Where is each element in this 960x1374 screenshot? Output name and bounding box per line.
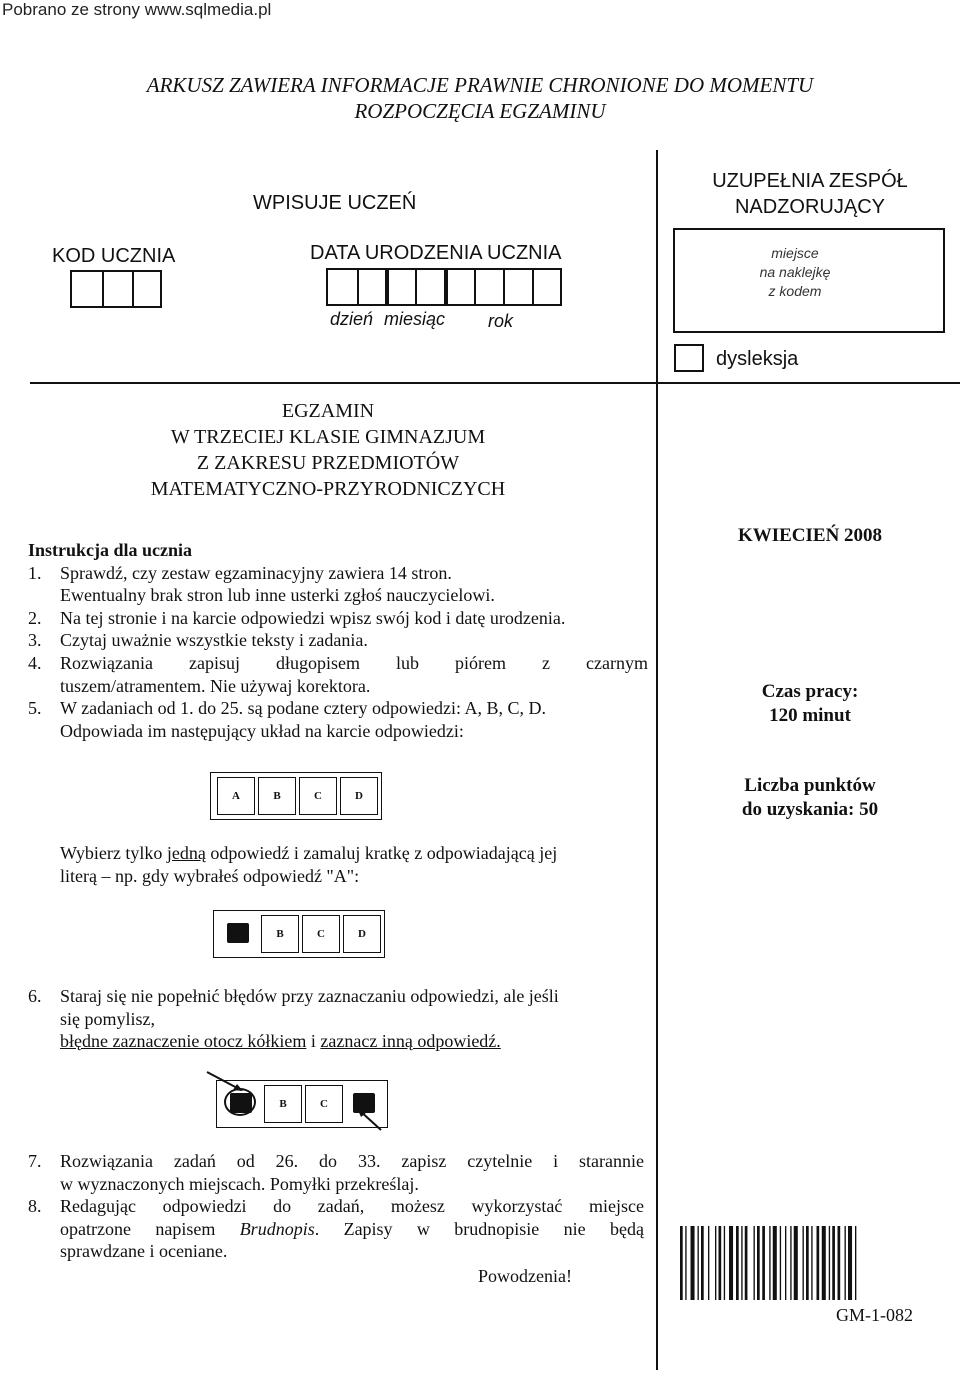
exam-date: KWIECIEŃ 2008 [737, 525, 883, 546]
instructions-7-8: 7. Rozwiązania zadań od 26. do 33. zapisz czytelnie i starannie w wyznaczonych miejscach. Pomyłki przekreślaj. 8. Redagując odpowiedzi do zadań, możesz wykorzystać miejsce opatrzone napisem Brudnopis. Zapisy w brudnopisie nie będą sprawdzane i oceniane. [28, 1151, 644, 1262]
exam-duration: Czas pracy: 120 minut [761, 681, 859, 726]
dob-label: DATA URODZENIA UCZNIA [310, 242, 562, 264]
confidentiality-notice: ARKUSZ ZAWIERA INFORMACJE PRAWNIE CHRONIONE DO MOMENTU ROZPOCZĘCIA EGZAMINU [146, 73, 814, 123]
answer-box-c: C [299, 777, 337, 815]
answer-box-a-circled [223, 1085, 261, 1123]
month-label: miesiąc [384, 309, 446, 329]
year-label: rok [488, 311, 514, 331]
answer-box-c: C [302, 915, 340, 953]
good-luck: Powodzenia! [478, 1266, 572, 1286]
answer-box-a: A [217, 777, 255, 815]
vertical-divider [656, 150, 658, 1370]
dyslexia-label: dysleksja [716, 348, 799, 370]
choose-one-instruction: Wybierz tylko jedną odpowiedź i zamaluj kratkę z odpowiadającą jej literą – np. gdy wybrałeś odpowiedź "A": [60, 843, 558, 886]
dob-boxes[interactable] [326, 268, 562, 306]
day-label: dzień [330, 309, 374, 329]
exam-code: GM-1-082 [836, 1305, 913, 1325]
sticker-area: miejsce na naklejkę z kodem [673, 228, 945, 333]
source-watermark: Pobrano ze strony www.sqlmedia.pl [2, 0, 272, 19]
answer-box-b: B [261, 915, 299, 953]
max-points: Liczba punktów do uzyskania: 50 [741, 775, 879, 820]
instruction-6: 6. Staraj się nie popełnić błędów przy zaznaczaniu odpowiedzi, ale jeśli się pomylisz, błędne zaznaczenie otocz kółkiem i zaznacz inną odpowiedź. [28, 986, 559, 1052]
student-code-label: KOD UCZNIA [52, 245, 176, 267]
answer-box-a-filled [220, 915, 258, 953]
committee-section-header: UZUPEŁNIA ZESPÓŁ NADZORUJĄCY [712, 170, 908, 218]
dyslexia-checkbox[interactable] [674, 344, 704, 372]
answer-box-d: D [343, 915, 381, 953]
answer-box-b: B [264, 1085, 302, 1123]
instructions: Instrukcja dla ucznia 1. Sprawdź, czy zestaw egzaminacyjny zawiera 14 stron. Ewentualny brak stron lub inne usterki zgłoś nauczycielowi. 2. Na tej stronie i na karcie odpowiedzi wpisz swój kod i datę urodzenia. 3. Czytaj uważnie wszystkie teksty i zadania. 4. Rozwiązania zapisuj długopisem lub piórem z czarnym tuszem/atramentem. Nie używaj korektora. 5. W zadaniach od 1. do 25. są podane cztery odpowiedzi: A, B, C, D. Odpowiada im następujący układ na karcie odpowiedzi: [28, 540, 648, 741]
barcode-icon [680, 1226, 910, 1300]
student-section-header: WPISUJE UCZEŃ [253, 192, 417, 214]
answer-box-c: C [305, 1085, 343, 1123]
answer-box-b: B [258, 777, 296, 815]
horizontal-divider [30, 382, 960, 384]
exam-title: EGZAMIN W TRZECIEJ KLASIE GIMNAZJUM Z ZAKRESU PRZEDMIOTÓW MATEMATYCZNO-PRZYRODNICZYCH [150, 400, 506, 500]
instructions-heading: Instrukcja dla ucznia [28, 540, 193, 560]
answer-box-d-filled [346, 1085, 384, 1123]
student-code-boxes[interactable] [70, 270, 162, 308]
answer-box-d: D [340, 777, 378, 815]
